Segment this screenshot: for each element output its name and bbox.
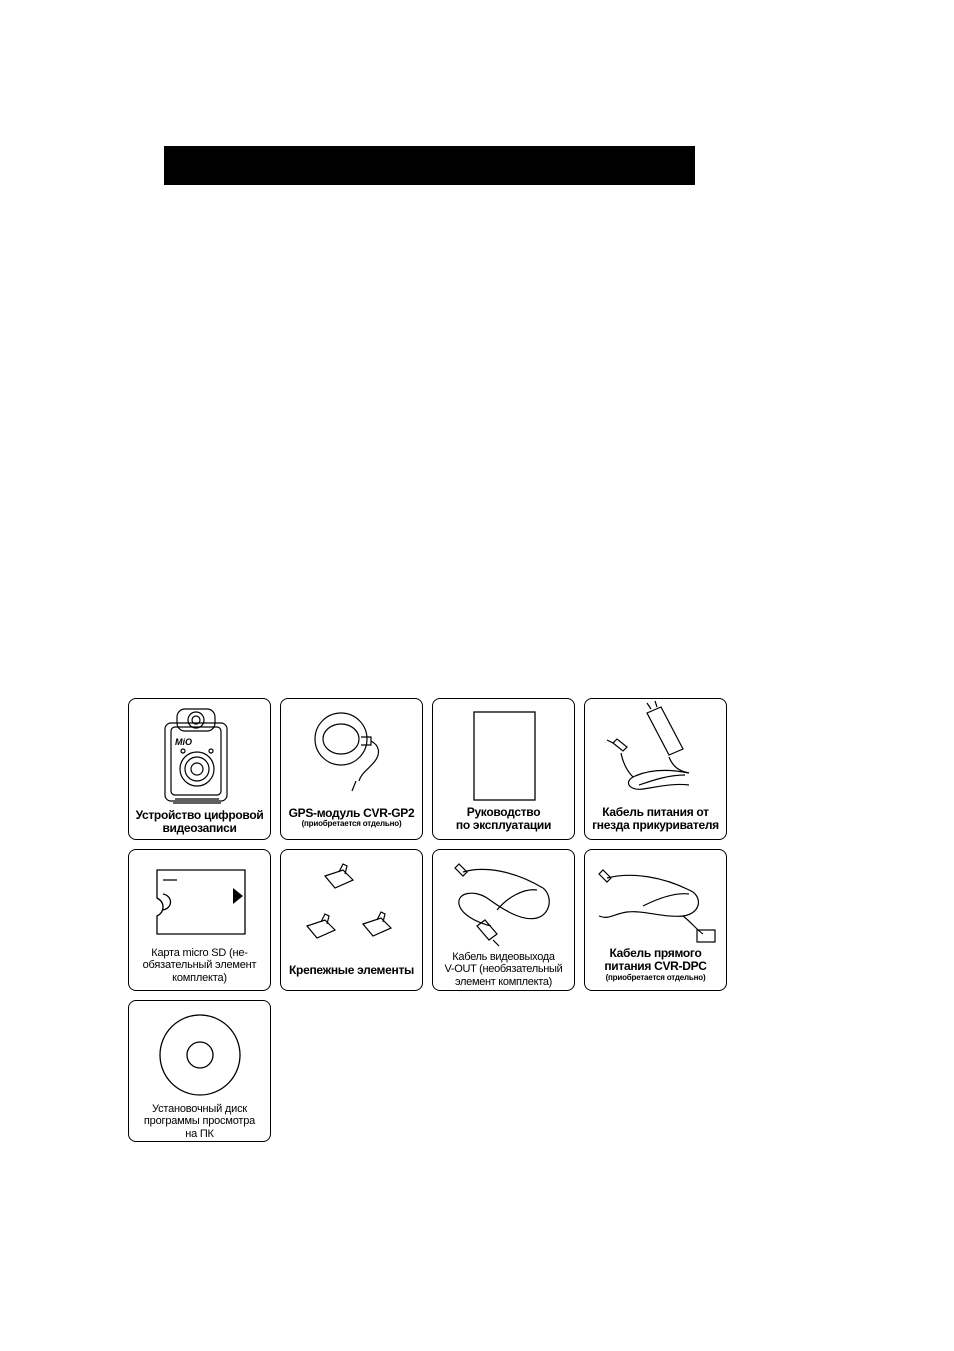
package-item-dvr (128, 698, 271, 840)
item-caption-line: V-OUT (необязательный (444, 963, 563, 976)
package-item-manual (432, 698, 575, 840)
item-caption-note: (приобретается отдельно) (605, 972, 706, 982)
item-caption-line: Крепежные элементы (289, 963, 414, 977)
item-caption-line: гнезда прикуривателя (592, 818, 719, 833)
package-item-dpc (584, 849, 727, 991)
item-caption-line: обязательный элемент (142, 959, 257, 972)
item-caption-note: (приобретается отдельно) (301, 819, 402, 829)
item-caption-line: Руководство (466, 805, 541, 819)
package-item-car-charger (584, 698, 727, 840)
item-caption-line: комплекта) (172, 971, 227, 984)
item-caption-line: элемент комплекта) (454, 975, 553, 988)
package-item-mounts (280, 849, 423, 991)
item-caption-line: программы просмотра (143, 1115, 256, 1128)
item-caption-line: Карта micro SD (не- (151, 947, 248, 959)
package-item-cd (128, 1000, 271, 1142)
item-caption-line: GPS-модуль CVR-GP2 (288, 806, 415, 820)
item-caption-line: питания CVR-DPC (604, 959, 707, 974)
svg-text:MiO: MiO (175, 737, 192, 747)
package-item-microsd (128, 849, 271, 991)
item-caption-line: Устройство цифровой (135, 808, 264, 822)
item-caption-line: на ПК (185, 1127, 214, 1140)
item-caption-line: видеозаписи (162, 821, 237, 836)
item-caption-line: Кабель видеовыхода (452, 951, 555, 963)
item-caption-line: Кабель питания от (602, 805, 709, 819)
section-header-bar (164, 146, 695, 185)
item-caption-line: Установочный диск (152, 1103, 247, 1115)
package-item-vout (432, 849, 575, 991)
package-item-gps (280, 698, 423, 840)
item-caption-line: по эксплуатации (455, 818, 552, 833)
item-caption-line: Кабель прямого (609, 946, 702, 960)
